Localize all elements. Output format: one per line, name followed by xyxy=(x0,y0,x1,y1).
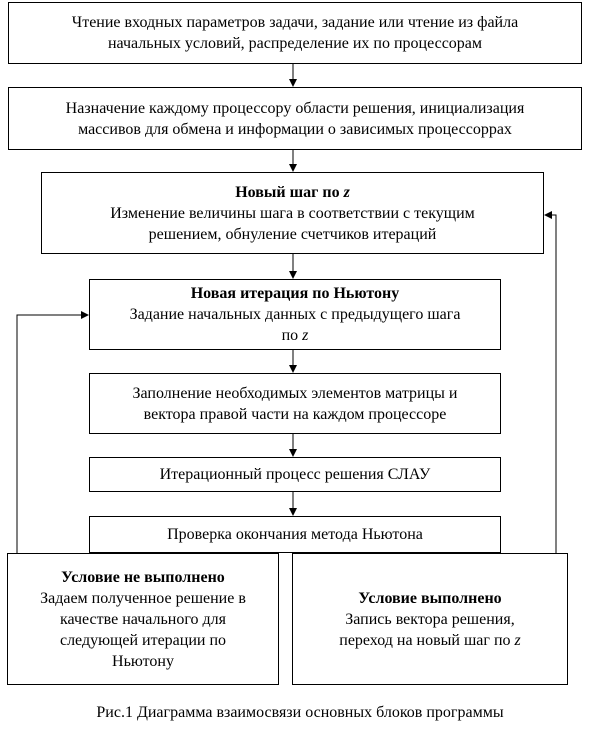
newton-iteration-line-1: Задание начальных данных с предыдущего шага xyxy=(129,306,461,323)
block-condition-false xyxy=(7,553,279,685)
block-assign-region xyxy=(8,87,582,150)
loop-arrow-false-to-iteration xyxy=(17,315,88,553)
condition-true-line-2 xyxy=(339,630,521,651)
block-newton-iteration xyxy=(89,279,501,350)
loop-arrow-true-to-newstep xyxy=(545,215,556,553)
new-step-title xyxy=(235,182,350,203)
assign-region-line-1: Назначение каждому процессору области решения, инициализация xyxy=(65,99,525,117)
condition-true-line-2-var: z xyxy=(514,631,521,649)
newton-iteration-line-2-prefix: по xyxy=(281,327,303,344)
figure-caption: Рис.1 Диаграмма взаимосвязи основных блоков программы xyxy=(96,704,504,721)
read-params-line-1: Чтение входных параметров задачи, задание или чтение из файла xyxy=(71,14,519,31)
block-check-newton xyxy=(89,516,501,553)
slau-text: Итерационный процесс решения СЛАУ xyxy=(159,466,431,483)
block-fill-matrix xyxy=(89,373,501,434)
block-read-params xyxy=(8,2,582,64)
block-slau xyxy=(89,457,501,492)
new-step-title-text: Новый шаг по xyxy=(235,183,340,201)
condition-false-title: Условие не выполнено xyxy=(61,568,225,586)
block-condition-true xyxy=(292,553,568,685)
newton-iteration-line-2 xyxy=(282,325,309,346)
condition-true-line-2-prefix: переход на новый шаг по xyxy=(339,631,515,649)
condition-true-title: Условие выполнено xyxy=(358,589,502,607)
fill-matrix-line-1: Заполнение необходимых элементов матрицы и xyxy=(132,384,458,402)
new-step-line-2: решением, обнуление счетчиков итераций xyxy=(148,225,437,243)
read-params-line-2: начальных условий, распределение их по процессорам xyxy=(107,35,483,52)
condition-false-line-4: Ньютону xyxy=(112,652,174,670)
assign-region-line-2: массивов для обмена и информации о зависимых процессоррах xyxy=(78,120,512,138)
newton-iteration-title: Новая итерация по Ньютону xyxy=(190,285,400,302)
newton-iteration-line-2-var: z xyxy=(302,327,309,344)
check-newton-text: Проверка окончания метода Ньютона xyxy=(167,526,423,543)
condition-false-line-1: Задаем полученное решение в xyxy=(40,589,246,607)
new-step-line-1: Изменение величины шага в соответствии с текущим xyxy=(110,204,475,222)
new-step-title-var: z xyxy=(343,183,350,201)
block-new-step xyxy=(41,172,544,254)
condition-false-line-3: следующей итерации по xyxy=(59,631,227,649)
condition-true-line-1: Запись вектора решения, xyxy=(345,610,515,628)
fill-matrix-line-2: вектора правой части на каждом процессоре xyxy=(143,405,447,423)
condition-false-line-2: качестве начального для xyxy=(60,610,226,628)
